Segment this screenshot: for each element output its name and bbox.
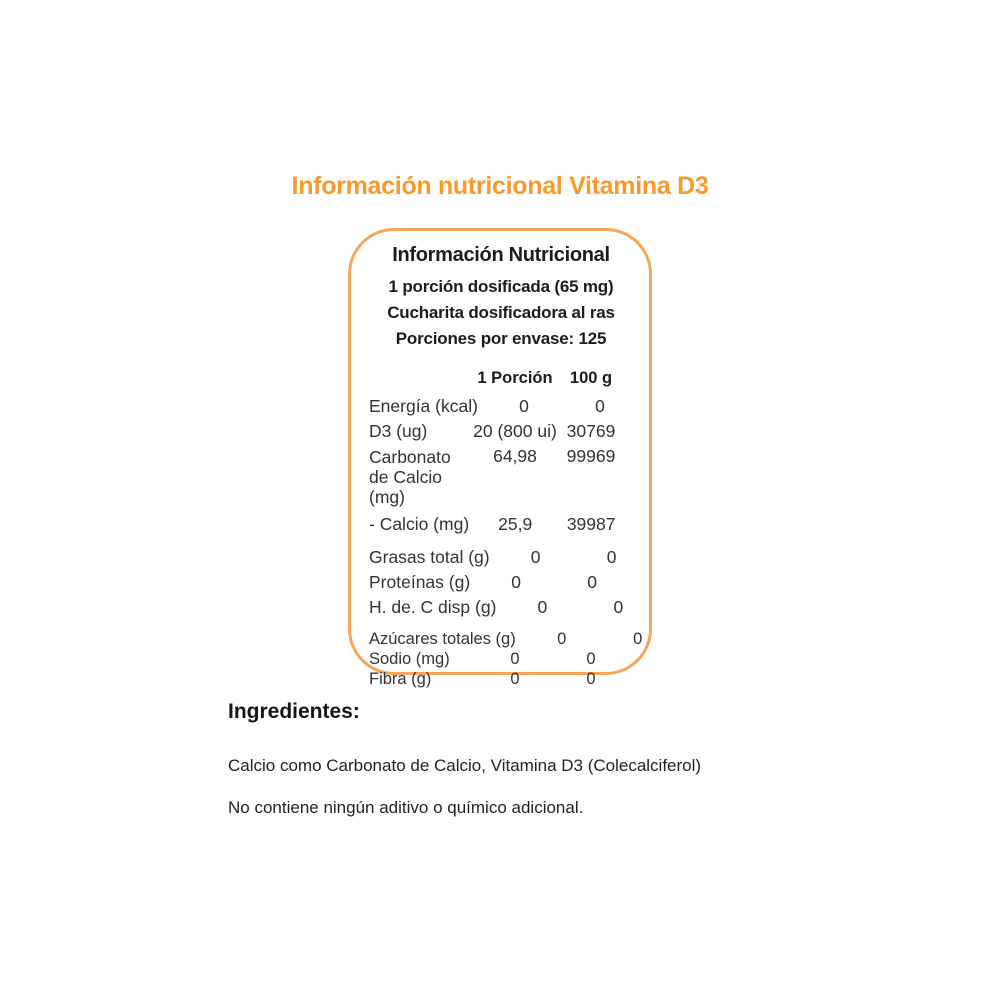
serving-spoon-line: Cucharita dosificadora al ras (387, 303, 615, 322)
nutrition-row (369, 669, 633, 689)
nutrition-row (369, 545, 633, 570)
nutrient-label: Carbonato de Calcio (mg) (369, 447, 451, 507)
value-per-100g: 39987 (566, 514, 616, 534)
value-per-serving: 0 (510, 670, 520, 688)
value-per-serving: 0 (511, 572, 522, 592)
nutrition-column-headers (369, 367, 633, 389)
value-per-serving: 0 (519, 396, 529, 416)
nutrition-row (369, 649, 633, 669)
nutrition-panel-header: Información Nutricional (392, 244, 610, 266)
nutrition-row (369, 629, 643, 649)
nutrition-row (369, 595, 633, 620)
value-per-serving: 0 (537, 597, 548, 617)
page-title: Información nutricional Vitamina D3 (291, 172, 709, 200)
value-per-100g: 0 (606, 547, 617, 567)
column-header-spacer (369, 367, 469, 389)
nutrient-label: H. de. C disp (g) (369, 597, 497, 617)
nutrition-facts-panel (348, 228, 652, 688)
nutrient-label: Sodio (mg) (369, 650, 450, 668)
nutrition-row (369, 444, 633, 507)
column-header-per-100g: 100 g (569, 369, 613, 387)
nutrient-label: Azúcares totales (g) (369, 630, 516, 648)
nutrition-row (369, 570, 633, 595)
value-per-100g: 0 (587, 572, 598, 592)
nutrient-label: Fibra (g) (369, 670, 432, 688)
value-per-100g: 0 (595, 396, 605, 416)
nutrition-row (369, 419, 633, 444)
value-per-100g: 99969 (566, 446, 616, 466)
nutrition-row (369, 394, 633, 419)
servings-per-container-line: Porciones por envase: 125 (395, 329, 607, 348)
column-header-per-serving: 1 Porción (477, 369, 553, 387)
value-per-100g: 0 (586, 670, 596, 688)
value-per-serving: 0 (530, 547, 541, 567)
no-additives-text: No contiene ningún aditivo o químico adicional. (228, 798, 584, 817)
value-per-100g: 0 (633, 630, 643, 648)
ingredients-list-text: Calcio como Carbonato de Calcio, Vitamina D3 (Colecalciferol) (228, 756, 702, 775)
nutrition-rows (369, 394, 643, 689)
nutrient-label: - Calcio (mg) (369, 514, 470, 534)
nutrient-label: Energía (kcal) (369, 396, 478, 416)
value-per-serving: 0 (557, 630, 567, 648)
nutrient-label: Grasas total (g) (369, 547, 490, 567)
nutrient-label: D3 (ug) (369, 421, 428, 441)
nutrition-row (369, 512, 633, 537)
value-per-100g: 30769 (566, 421, 616, 441)
serving-size-line: 1 porción dosificada (65 mg) (388, 277, 614, 296)
value-per-serving: 25,9 (498, 514, 533, 534)
value-per-serving: 64,98 (493, 446, 537, 466)
nutrient-label: Proteínas (g) (369, 572, 471, 592)
ingredients-heading: Ingredientes: (228, 700, 360, 723)
value-per-100g: 0 (586, 650, 596, 668)
value-per-serving: 0 (510, 650, 520, 668)
value-per-100g: 0 (613, 597, 624, 617)
value-per-serving: 20 (800 ui) (473, 421, 557, 441)
